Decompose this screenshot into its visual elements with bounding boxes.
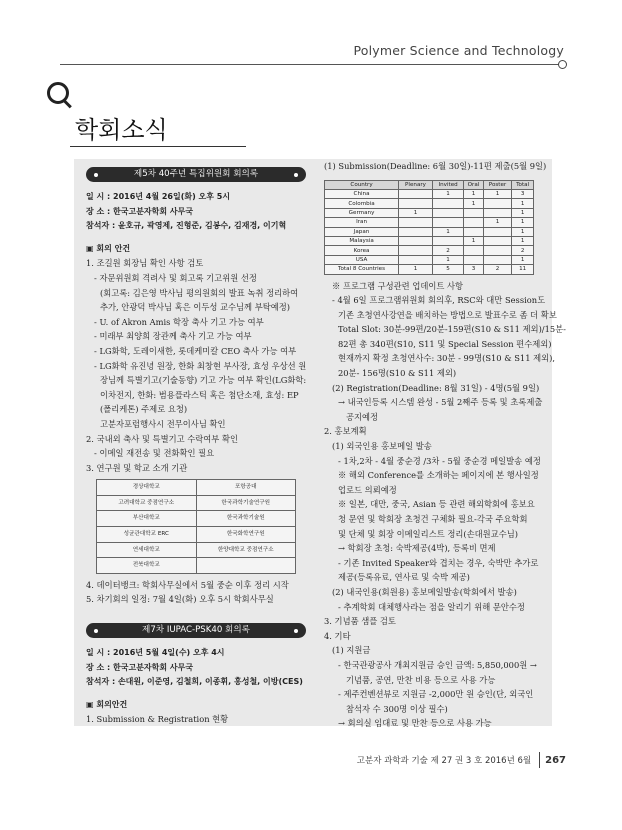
- table-cell: [483, 199, 511, 208]
- table-cell: [399, 236, 433, 245]
- agenda-line: (2) 내국인용(회원용) 홍보메일발송(학회에서 발송): [332, 586, 517, 597]
- table-cell: 한양대학교 중점연구소: [196, 542, 296, 558]
- agenda-line: → 내국인등록 시스템 완성 - 5월 2째주 등록 및 초록제출: [338, 397, 543, 408]
- table-row: [325, 199, 534, 208]
- bullet-dot: [94, 629, 98, 633]
- bullet-dot: [294, 173, 298, 177]
- bar-label: 제7차 IUPAC-PSK40 회의록: [142, 625, 250, 636]
- table-row: [325, 246, 534, 255]
- countries-table: [324, 180, 534, 275]
- agenda-line: - 자문위원회 격려사 및 회고록 기고위원 선정: [94, 272, 257, 283]
- table-cell: 11: [512, 265, 534, 274]
- table-cell: Malaysia: [325, 236, 399, 245]
- agenda-line: 4. 데이터뱅크: 학회사무실에서 5월 중순 이후 정리 시작: [86, 579, 289, 590]
- table-cell: 포항공대: [196, 480, 296, 496]
- agenda-line: - 미래부 최양희 장관께 축사 기고 가능 여부: [94, 331, 252, 342]
- table-cell: 1: [464, 189, 484, 198]
- spacer: [86, 182, 306, 190]
- table-cell: 1: [432, 255, 463, 264]
- agenda-line: 1. Submission & Registration 현황: [86, 714, 229, 725]
- table-cell: 1: [464, 199, 484, 208]
- table-cell: 5: [432, 265, 463, 274]
- agenda-line: → 학회장 초청: 숙박제공(4박), 등록비 면제: [338, 543, 496, 554]
- table-cell: 1: [512, 227, 534, 236]
- agenda-line: - 기존 Invited Speaker와 겹치는 경우, 숙박만 추가로: [338, 557, 539, 568]
- agenda-line: 1. 조길원 회장님 확인 사항 검토: [86, 258, 204, 269]
- agenda-line: 참석자 수 300명 이상 필수): [346, 703, 448, 714]
- table-cell: 3: [464, 265, 484, 274]
- table-cell: 성균관대학교 ERC: [97, 527, 197, 543]
- agenda-line: 20분- 156명(S10 & S11 제외): [338, 368, 457, 379]
- section-title-rule: [70, 146, 246, 147]
- agenda-line: 장님께 특별기고(기술동향) 기고 가능 여부 확인(LG화학:: [100, 375, 307, 386]
- footer-journal-info: 고분자 과학과 기술 제 27 권 3 호 2016년 6월: [356, 756, 532, 766]
- agenda-line: (회고록: 김은영 박사님 평의원회의 발표 녹취 정리하여: [100, 287, 299, 298]
- table-cell: [464, 255, 484, 264]
- agenda-line: 4. 기타: [324, 630, 351, 641]
- meeting-meta-line: 참석자 : 손대원, 이준영, 김철희, 이종휘, 홍성철, 이방(CES): [86, 677, 303, 687]
- spacer: [86, 607, 306, 615]
- agenda-heading: ▣ 회의 안건: [86, 243, 131, 253]
- spacer: [86, 690, 306, 698]
- table-cell: 전북대학교: [97, 558, 197, 574]
- table-cell: [483, 227, 511, 236]
- meeting-meta-line: 일 시 : 2016년 5월 4일(수) 오후 4시: [86, 648, 225, 658]
- table-cell: [399, 218, 433, 227]
- agenda-line: 업로드 의뢰예정: [338, 484, 397, 495]
- table-cell: Iran: [325, 218, 399, 227]
- table-cell: [464, 208, 484, 217]
- section-title: 학회소식: [75, 116, 168, 144]
- bullet-dot: [94, 173, 98, 177]
- agenda-line: 3. 연구원 및 학교 소개 기관: [86, 462, 188, 473]
- table-cell: [464, 218, 484, 227]
- agenda-line: 및 단체 및 회장 이메일리스트 정리(손대원교수님): [338, 528, 518, 539]
- meeting-title-bar-2: [86, 623, 306, 638]
- table-cell: 1: [399, 208, 433, 217]
- agenda-line: 3. 기념품 샘플 검토: [324, 616, 396, 627]
- table-cell: 1: [512, 199, 534, 208]
- agenda-line: 기존 초청연사강연을 배치하는 방법으로 발표수로 좀 더 확보: [338, 309, 557, 320]
- table-cell: [483, 255, 511, 264]
- table-row: [325, 227, 534, 236]
- table-cell: 2: [432, 246, 463, 255]
- meeting-meta-line: 장 소 : 한국고분자학회 사무국: [86, 662, 194, 672]
- table-cell: Japan: [325, 227, 399, 236]
- table-cell: 한국화학연구원: [196, 527, 296, 543]
- agenda-line: (폴리케톤) 주제로 요청): [100, 404, 188, 415]
- table-header-cell: Poster: [483, 180, 511, 189]
- bar-label: 제5차 40주년 특집위원회 회의록: [133, 169, 259, 180]
- agenda-line: 제공(등록유료, 연사료 및 숙박 제공): [338, 572, 470, 583]
- meeting-meta-line: 일 시 : 2016년 4월 26일(화) 오후 5시: [86, 192, 231, 201]
- table-cell: China: [325, 189, 399, 198]
- agenda-line: ※ 해외 Conference를 소개하는 페이지에 본 행사일정: [338, 470, 539, 481]
- meeting-title-bar-1: [86, 167, 306, 182]
- table-header-cell: Oral: [464, 180, 484, 189]
- agenda-line: 청 문연 및 학회장 초청건 구체화 필요-각국 주요학회: [338, 514, 528, 524]
- table-cell: Colombia: [325, 199, 399, 208]
- table-row: [97, 495, 296, 511]
- table-header-cell: Invited: [432, 180, 463, 189]
- table-row: [325, 265, 534, 274]
- meeting-meta-line: 장 소 : 한국고분자학회 사무국: [86, 206, 194, 216]
- institutions-table: [96, 479, 296, 574]
- table-header-cell: Total: [512, 180, 534, 189]
- agenda-line: 2. 홍보계획: [324, 426, 367, 437]
- table-cell: [483, 208, 511, 217]
- agenda-line: (1) 지원금: [332, 645, 371, 656]
- table-header-row: [325, 180, 534, 189]
- agenda-line: 고분자포럼행사시 전무이사님 확인: [100, 418, 226, 429]
- table-header-cell: Plenary: [399, 180, 433, 189]
- table-cell: [483, 236, 511, 245]
- bullet-dot: [294, 629, 298, 633]
- table-cell: [196, 558, 296, 574]
- table-cell: [464, 246, 484, 255]
- spacer: [86, 638, 306, 646]
- agenda-line: 이차전지, 한화: 범용플라스틱 혹은 첨단소재, 효성: EP: [100, 389, 299, 400]
- agenda-line: 현재까지 확정 초청연사수: 30분 - 99명(S10 & S11 제외),: [338, 353, 556, 364]
- page-footer: [357, 752, 566, 768]
- table-cell: 2: [512, 246, 534, 255]
- agenda-line: Total Slot: 30분-99편/20분-159편(S10 & S11 제외)/15분-: [338, 324, 566, 335]
- table-row: [97, 480, 296, 496]
- table-row: [325, 236, 534, 245]
- table-row: [325, 208, 534, 217]
- journal-header-title: Polymer Science and Technology: [353, 43, 564, 58]
- table-row: [97, 511, 296, 527]
- table-row: [325, 189, 534, 198]
- agenda-line: - LG화학 유진녕 원장, 한화 최창현 부사장, 효성 우상선 원: [94, 360, 307, 371]
- spacer: [86, 234, 306, 242]
- table-cell: 부산대학교: [97, 511, 197, 527]
- table-cell: [399, 227, 433, 236]
- content-panel: [74, 159, 566, 729]
- table-cell: [432, 199, 463, 208]
- table-cell: Korea: [325, 246, 399, 255]
- table-row: [325, 218, 534, 227]
- table-cell: [432, 236, 463, 245]
- agenda-line: 기념품, 공연, 만찬 비용 등으로 사용 가능: [346, 674, 496, 685]
- table-row: [97, 558, 296, 574]
- table-cell: 고려대학교 중점연구소: [97, 495, 197, 511]
- table-cell: [399, 199, 433, 208]
- agenda-line: - LG화학, 도레이새한, 롯데케미칼 CEO 축사 가능 여부: [94, 345, 297, 356]
- agenda-line: ※ 일본, 대만, 중국, Asian 등 관련 해외학회에 홍보요: [338, 499, 535, 510]
- table-cell: 연세대학교: [97, 542, 197, 558]
- agenda-line: (1) 외국인용 홍보메일 발송: [332, 441, 432, 452]
- table-cell: [483, 246, 511, 255]
- table-cell: [432, 218, 463, 227]
- agenda-line: - 이메일 재전송 및 전화확인 필요: [94, 448, 215, 459]
- agenda-line: - U. of Akron Amis 학장 축사 기고 가능 여부: [94, 316, 264, 327]
- agenda-line: ※ 프로그램 구성관련 업데이트 사항: [332, 280, 464, 291]
- table-cell: 1: [483, 189, 511, 198]
- submission-heading: (1) Submission(Deadline: 6월 30일)-11편 제출(5월 9일): [324, 161, 547, 171]
- agenda-line: - 제주컨벤션뷰로 지원금 -2,000만 원 승인(단, 외국인: [338, 689, 534, 700]
- table-cell: 1: [512, 208, 534, 217]
- table-cell: USA: [325, 255, 399, 264]
- table-cell: [399, 246, 433, 255]
- agenda-line: (2) Registration(Deadline: 8월 31일) - 4명(5월 9일): [332, 382, 540, 393]
- page-number: 267: [545, 754, 566, 766]
- table-cell: [432, 208, 463, 217]
- header-circle-ornament: [558, 60, 567, 69]
- table-cell: 한국과학기술연구원: [196, 495, 296, 511]
- agenda-line: - 4월 6일 프로그램위원회 회의후, RSC와 대만 Session도: [332, 295, 546, 306]
- agenda-line: → 회의실 임대료 및 만찬 등으로 사용 가능: [338, 718, 492, 729]
- table-cell: 한국과학기술원: [196, 511, 296, 527]
- table-cell: 2: [483, 265, 511, 274]
- table-cell: 1: [432, 227, 463, 236]
- footer-separator: [539, 752, 540, 768]
- right-column: [324, 159, 566, 731]
- table-row: [97, 542, 296, 558]
- agenda-heading: ▣ 회의안건: [86, 699, 128, 709]
- table-row: [325, 255, 534, 264]
- table-cell: 3: [512, 189, 534, 198]
- table-cell: 1: [432, 189, 463, 198]
- header-rule: [60, 64, 560, 65]
- agenda-line: 5. 차기회의 일정: 7월 4일(화) 오후 5시 학회사무실: [86, 594, 274, 605]
- agenda-line: 2. 국내외 축사 및 특별기고 수락여부 확인: [86, 433, 238, 444]
- left-column: [86, 159, 306, 727]
- table-cell: [399, 255, 433, 264]
- agenda-line: 추가, 안광덕 박사님 혹은 이두성 교수님께 부탁예정): [100, 302, 291, 313]
- agenda-line: - 추계학회 대체행사라는 점을 알리기 위해 문안수정: [338, 601, 525, 612]
- table-cell: 1: [464, 236, 484, 245]
- table-cell: Germany: [325, 208, 399, 217]
- table-cell: 경상대학교: [97, 480, 197, 496]
- table-cell: Total 8 Countries: [325, 265, 399, 274]
- agenda-line: 공지예정: [346, 411, 379, 422]
- table-header-cell: Country: [325, 180, 399, 189]
- table-cell: 1: [399, 265, 433, 274]
- table-row: [97, 527, 296, 543]
- agenda-line: 82편 총 340편(S10, S11 및 Special Session 편수제외): [338, 338, 552, 349]
- agenda-line: - 1차,2차 - 4월 중순경 /3차 - 5월 중순경 메일발송 예정: [338, 455, 541, 466]
- magnifier-handle: [62, 98, 72, 108]
- meeting-meta-line: 참석자 : 윤호규, 곽영제, 진형준, 김봉수, 김재경, 이기혁: [86, 221, 287, 231]
- table-cell: 1: [512, 255, 534, 264]
- table-cell: [399, 189, 433, 198]
- table-cell: 1: [483, 218, 511, 227]
- agenda-line: - 한국관광공사 개최지원금 승인 금액: 5,850,000원 →: [338, 659, 537, 670]
- table-cell: 1: [512, 218, 534, 227]
- table-cell: 1: [512, 236, 534, 245]
- table-cell: [464, 227, 484, 236]
